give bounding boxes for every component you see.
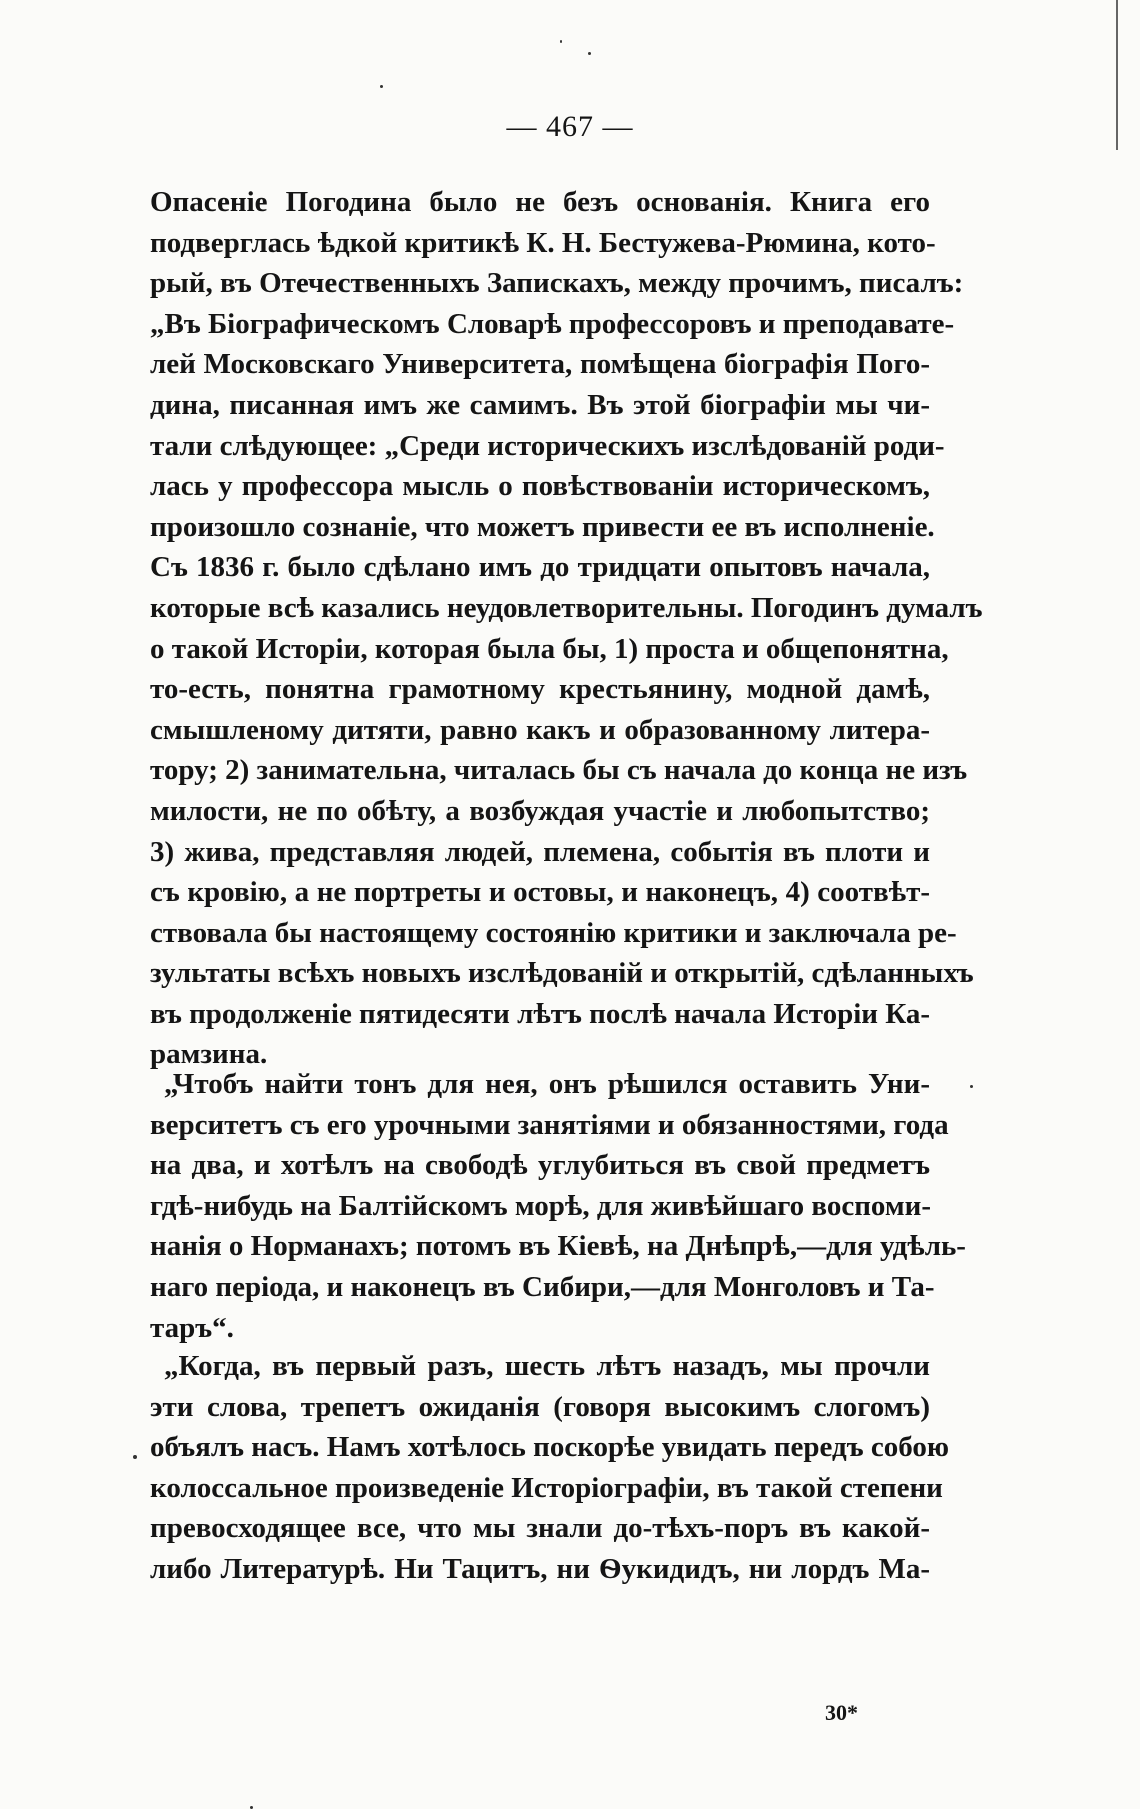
text-line: произошло сознаніе, что можетъ привести ее въ исполненіе.	[150, 510, 935, 543]
text-line: наго періода, и наконецъ въ Сибири,—для Монголовъ и Та-	[150, 1270, 935, 1303]
page-number: — 467 —	[506, 110, 634, 143]
text-line: рамзина.	[150, 1038, 268, 1071]
text-line: лей Московскаго Университета, помѣщена біографія Пого-	[150, 348, 930, 381]
text-line: Съ 1836 г. было сдѣлано имъ до тридцати опытовъ начала,	[150, 551, 930, 584]
printer-signature-mark: 30*	[825, 1700, 858, 1725]
text-line: въ продолженіе пятидесяти лѣтъ послѣ начала Исторіи Ка-	[150, 997, 931, 1030]
text-line: съ кровію, а не портреты и остовы, и наконецъ, 4) соотвѣт-	[150, 876, 930, 909]
text-line: объялъ насъ. Намъ хотѣлось поскорѣе увидать передъ собою	[150, 1431, 950, 1464]
text-line: „Когда, въ первый разъ, шесть лѣтъ назадъ, мы прочли	[164, 1350, 930, 1382]
text-line: тали слѣдующее: „Среди историческихъ изслѣдованій роди-	[150, 429, 945, 462]
text-line: зультаты всѣхъ новыхъ изслѣдованій и открытій, сдѣланныхъ	[150, 957, 974, 990]
text-line: смышленому дитяти, равно какъ и образованному литера-	[150, 713, 930, 746]
text-line: на два, и хотѣлъ на свободѣ углубиться въ свой предметъ	[150, 1149, 930, 1182]
text-line: тору; 2) занимательна, читалась бы съ начала до конца не изъ	[150, 754, 968, 787]
paragraph-3	[150, 1346, 950, 1590]
text-line: 3) жива, представляя людей, племена, событія въ плоти и	[150, 835, 930, 868]
text-line: то-есть, понятна грамотному крестьянину, модной дамѣ,	[150, 673, 930, 706]
text-line: лась у профессора мысль о повѣствованіи историческомъ,	[150, 470, 930, 503]
text-line: „Чтобъ найти тонъ для нея, онъ рѣшился оставить Уни-	[164, 1068, 930, 1100]
text-line: либо Литературѣ. Ни Тацитъ, ни Ѳукидидъ, ни лордъ Ма-	[150, 1552, 930, 1585]
text-line: подверглась ѣдкой критикѣ К. Н. Бестужева-Рюмина, кото-	[150, 226, 936, 259]
text-line: гдѣ-нибудь на Балтійскомъ морѣ, для живѣйшаго воспоми-	[150, 1189, 932, 1222]
paragraph-1	[150, 182, 983, 1075]
text-line: „Въ Біографическомъ Словарѣ профессоровъ и преподавате-	[150, 307, 955, 340]
text-line: эти слова, трепетъ ожиданія (говоря высокимъ слогомъ)	[150, 1390, 930, 1423]
text-line: ствовала бы настоящему состоянію критики и заключала ре-	[150, 916, 957, 949]
text-line: Опасеніе Погодина было не безъ основанія. Книга его	[150, 186, 930, 218]
text-line: о такой Исторіи, которая была бы, 1) проста и общепонятна,	[150, 632, 949, 665]
text-line: дина, писанная имъ же самимъ. Въ этой біографіи мы чи-	[150, 388, 930, 421]
text-line: верситетъ съ его урочными занятіями и обязанностями, года	[150, 1108, 949, 1141]
text-line: милости, не по обѣту, а возбуждая участіе и любопытство;	[150, 794, 930, 827]
text-line: рый, въ Отечественныхъ Запискахъ, между прочимъ, писалъ:	[150, 267, 964, 300]
text-line: которые всѣ казались неудовлетворительны. Погодинъ думалъ	[150, 591, 983, 624]
text-line: нанія о Норманахъ; потомъ въ Кіевѣ, на Днѣпрѣ,—для удѣль-	[150, 1230, 966, 1263]
text-line: колоссальное произведеніе Исторіографіи, въ такой степени	[150, 1471, 943, 1504]
paragraph-2	[150, 1064, 966, 1348]
text-line: превосходящее все, что мы знали до-тѣхъ-поръ въ какой-	[150, 1512, 930, 1545]
text-line: таръ“.	[150, 1311, 234, 1344]
